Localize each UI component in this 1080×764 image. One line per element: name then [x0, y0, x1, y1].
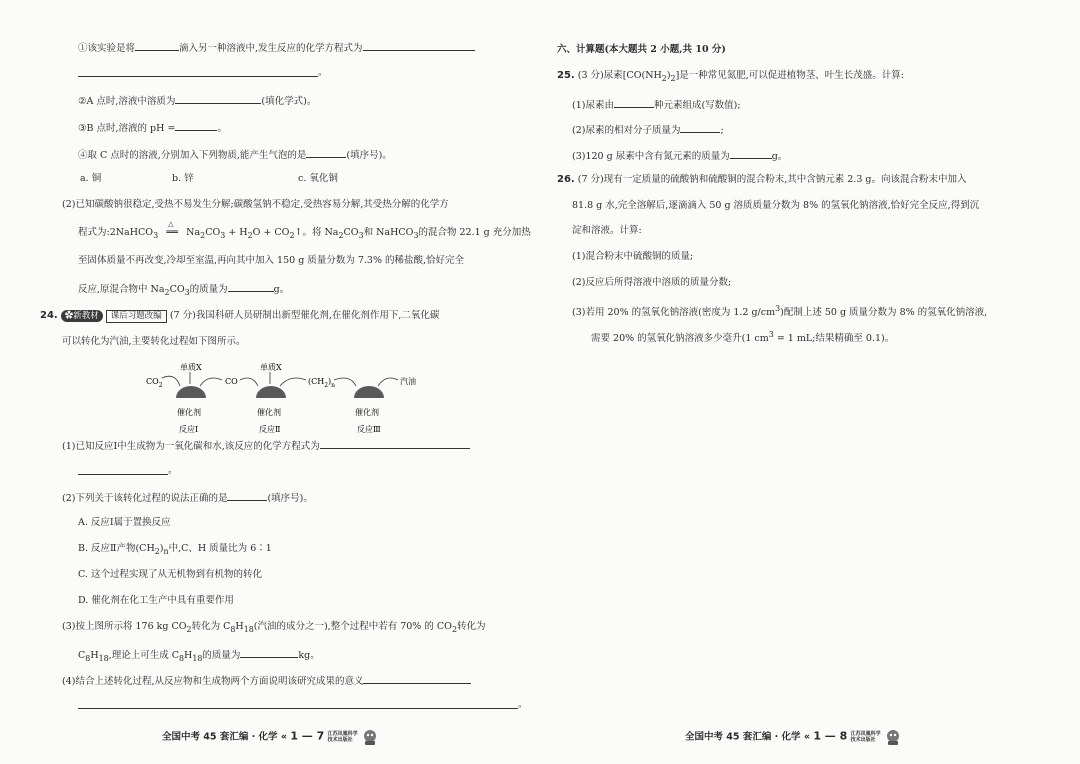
arrow-co2-in	[162, 376, 180, 386]
conversion-diagram	[140, 360, 440, 440]
delta-symbol: △	[168, 220, 174, 228]
element-x-label-2: 单质X	[260, 363, 282, 372]
sub: 3	[184, 287, 190, 297]
left-footer-title: 全国中考 45 套汇编 · 化学 «	[162, 731, 288, 743]
publisher-line1: 江苏凤凰科学	[850, 731, 881, 737]
sub: 8	[230, 624, 236, 634]
text: 的质量为	[189, 284, 228, 295]
mascot-icon	[884, 728, 902, 746]
sub: 2	[164, 287, 170, 297]
q23-part3-text-b: 。	[217, 123, 227, 134]
text: H	[90, 650, 99, 661]
text: CO	[169, 284, 185, 295]
q26-part1: (1)混合粉末中硫酸铜的质量;	[572, 251, 694, 262]
arrow-oil-out	[378, 378, 398, 386]
text: H	[235, 621, 244, 632]
text: = 1 mL;结果精确至 0.1)。	[773, 333, 895, 345]
text: g。	[771, 151, 788, 162]
option-c-copper-oxide: c. 氧化铜	[298, 173, 338, 184]
publisher-line1: 江苏凤凰科学	[327, 731, 358, 737]
eq-text: + H	[225, 227, 248, 238]
text: 转化为	[456, 621, 486, 632]
q24-option-d: D. 催化剂在化工生产中具有重要作用	[78, 595, 234, 606]
sup: 3	[775, 304, 781, 313]
q24-part2-line	[62, 490, 313, 505]
sub: 2	[670, 73, 676, 83]
mascot-icon	[361, 728, 379, 746]
text: )	[159, 543, 164, 554]
publisher-line2: 技术出版社	[327, 737, 353, 743]
q24-blank-significance-cont[interactable]	[78, 708, 518, 709]
sub: 2	[247, 230, 253, 240]
q23-blank-reagent[interactable]	[135, 40, 179, 51]
q25-blank-elements[interactable]	[614, 97, 654, 108]
q23-part4-line	[78, 147, 392, 162]
heat-arrow: △ ══	[166, 220, 178, 238]
eq-text: 程式为:2NaHCO	[78, 227, 154, 238]
adapted-exercise-tag: 课后习题改编	[106, 310, 167, 323]
q25-part2-line	[572, 122, 724, 137]
sup: 3	[768, 330, 774, 339]
arrow-ch2-out	[280, 378, 306, 386]
text: )	[666, 70, 671, 81]
eq-text: O + CO	[252, 227, 290, 238]
sub: 2	[661, 73, 667, 83]
reaction-3-label: 反应Ⅲ	[357, 425, 381, 434]
q23-part4-text-a: ④取 C 点时的溶液,分别加入下列物质,能产生气泡的是	[78, 150, 307, 161]
gasoline-label: 汽油	[400, 377, 416, 386]
text: (3)若用 20% 的氢氧化钠溶液(密度为 1.2 g/cm	[572, 307, 776, 319]
sub: 2	[186, 624, 192, 634]
sub: 2	[289, 230, 295, 240]
right-page	[545, 0, 1080, 764]
q24-number: 24.	[40, 310, 58, 321]
arrow-co-in	[240, 378, 258, 386]
catalyst-dome-1	[176, 386, 206, 398]
text: ;	[720, 125, 724, 136]
right-page-number: 1 — 8	[813, 729, 848, 743]
q23-blank-equation-cont[interactable]	[78, 76, 318, 77]
sub: 2	[200, 230, 206, 240]
text: (3)按上图所示将 176 kg CO	[62, 621, 187, 632]
sub: 2	[154, 546, 160, 556]
sub: 2	[451, 624, 457, 634]
q24-part1-line	[62, 438, 470, 453]
q24-part4-line	[62, 673, 471, 688]
q26-line3: 淀和溶液。计算:	[572, 225, 642, 236]
part2-line2	[78, 220, 531, 242]
co-label: CO	[225, 377, 238, 386]
text: (7 分)现有一定质量的硫酸钠和硫酸铜的混合粉末,其中含钠元素 2.3 g。向该混合粉末中加入	[577, 174, 967, 185]
q24-blank-equation-cont[interactable]	[78, 474, 168, 475]
catalyst-label-1: 催化剂	[177, 408, 201, 417]
eq-text: ↑。将 Na	[294, 227, 339, 238]
left-footer	[162, 728, 379, 746]
q25-blank-molar-mass[interactable]	[680, 122, 720, 133]
q24-option-b	[78, 542, 272, 558]
text: 需要 20% 的氢氧化钠溶液多少毫升(1 cm	[591, 333, 769, 345]
part2-blank-mass[interactable]	[228, 281, 274, 292]
text: B. 反应Ⅱ产物(CH	[78, 543, 155, 554]
q24-part2-text-b: (填序号)。	[267, 493, 313, 504]
q23-part2-text-a: ②A 点时,溶液中溶质为	[78, 96, 176, 107]
left-publisher	[328, 731, 358, 743]
q24-blank-significance[interactable]	[363, 673, 471, 684]
eq-text: CO	[343, 227, 359, 238]
q24-header	[40, 309, 439, 323]
arrow-co-out	[200, 378, 222, 386]
option-b-zinc: b. 锌	[172, 173, 194, 184]
q23-period: 。	[318, 67, 328, 78]
sub: 3	[413, 230, 419, 240]
right-publisher	[851, 731, 881, 743]
sub: 3	[220, 230, 226, 240]
text: ]是一种常见氮肥,可以促进植物茎、叶生长茂盛。计算:	[675, 70, 905, 81]
q24-part3-line2	[78, 647, 320, 665]
q26-part3-line1	[572, 302, 987, 319]
text: C	[78, 650, 86, 661]
text: )配制上述 50 g 质量分数为 8% 的氢氧化钠溶液,	[780, 307, 988, 319]
q23-blank-equation[interactable]	[363, 40, 475, 51]
q25-part3-line	[572, 148, 787, 163]
q23-blank-ph[interactable]	[175, 120, 217, 131]
q25-blank-nitrogen-mass[interactable]	[730, 148, 772, 159]
q23-part1-line	[78, 40, 475, 55]
ch2n-label: $(CH_2)_n$	[308, 377, 336, 389]
q25-part1-line	[572, 97, 741, 112]
option-a-copper: a. 铜	[80, 173, 102, 184]
part2-line3: 至固体质量不再改变,冷却至室温,再向其中加入 150 g 质量分数为 7.3% 的稀盐酸,恰好完全	[78, 255, 465, 266]
q23-part2-line	[78, 93, 316, 108]
text: 的质量为	[202, 650, 241, 661]
text: g。	[273, 284, 290, 295]
part2-line1: (2)已知碳酸钠很稳定,受热不易发生分解;碳酸氢钠不稳定,受热容易分解,其受热分解的化学方	[62, 199, 449, 210]
left-page-number: 1 — 7	[290, 729, 325, 743]
sub: 3	[358, 230, 364, 240]
sub: n	[163, 546, 169, 556]
q26-part2: (2)反应后所得溶液中溶质的质量分数;	[572, 277, 732, 288]
eq-text: 的混合物 22.1 g 充分加热	[418, 227, 531, 238]
eq-text: Na	[186, 227, 201, 238]
q24-blank-mass[interactable]	[240, 647, 298, 658]
q23-blank-bubbles[interactable]	[306, 147, 346, 158]
text: 反应,原混合物中 Na	[78, 284, 165, 295]
q24-part1-period: 。	[168, 465, 178, 476]
q26-part3-line2	[591, 328, 894, 345]
text: 中,C、H 质量比为 6∶1	[168, 543, 272, 554]
catalyst-label-3: 催化剂	[355, 408, 379, 417]
text: ,理论上可生成 C	[108, 650, 179, 661]
q24-part2-text-a: (2)下列关于该转化过程的说法正确的是	[62, 493, 228, 504]
catalyst-dome-3	[354, 386, 384, 398]
q23-blank-solute[interactable]	[175, 93, 261, 104]
sub: 18	[243, 624, 254, 634]
arrow-ch2-in	[334, 378, 356, 386]
q24-part4-period: 。	[518, 699, 528, 710]
text: 种元素组成(写数值);	[653, 100, 741, 111]
eq-text: 和 NaHCO	[363, 227, 414, 238]
q26-number: 26.	[557, 174, 575, 185]
q24-part1-text: (1)已知反应Ⅰ中生成物为一氧化碳和水,该反应的化学方程式为	[62, 441, 320, 452]
element-x-label-1: 单质X	[180, 363, 202, 372]
q24-line1: (7 分)我国科研人员研制出新型催化剂,在催化剂作用下,二氧化碳	[169, 310, 440, 321]
text: (汽油的成分之一),整个过程中若有 70% 的 CO	[253, 621, 452, 632]
q24-part4-text: (4)结合上述转化过程,从反应物和生成物两个方面说明该研究成果的意义	[62, 676, 364, 687]
text: kg。	[298, 650, 320, 661]
text: 转化为 C	[191, 621, 231, 632]
text: (3 分)尿素[CO(NH	[577, 70, 662, 81]
catalyst-dome-2	[256, 386, 286, 398]
q24-option-a: A. 反应Ⅰ属于置换反应	[78, 517, 171, 528]
right-footer-title: 全国中考 45 套汇编 · 化学 «	[685, 731, 811, 743]
q24-blank-choice[interactable]	[227, 490, 267, 501]
sub: 18	[98, 653, 109, 663]
reaction-1-label: 反应Ⅰ	[179, 425, 199, 434]
sub: 18	[192, 653, 203, 663]
q23-part1-text-b: 滴入另一种溶液中,发生反应的化学方程式为	[179, 43, 363, 54]
q25-number: 25.	[557, 70, 575, 81]
q23-part4-text-b: (填序号)。	[346, 150, 392, 161]
catalyst-label-2: 催化剂	[257, 408, 281, 417]
right-footer	[685, 728, 902, 746]
part2-line4	[78, 281, 289, 299]
section-6-title: 六、计算题(本大题共 2 小题,共 10 分)	[557, 44, 726, 55]
q24-blank-equation[interactable]	[320, 438, 470, 449]
sub: 2	[338, 230, 344, 240]
q26-line2: 81.8 g 水,完全溶解后,逐滴滴入 50 g 溶质质量分数为 8% 的氢氧化钠溶液,恰好完全反应,得到沉	[572, 200, 980, 211]
text: (1)尿素由	[572, 100, 614, 111]
q25-header	[557, 69, 904, 85]
eq-text: CO	[205, 227, 221, 238]
new-textbook-tag: ✿新教材	[61, 310, 103, 322]
q23-part2-text-b: (填化学式)。	[261, 96, 317, 107]
q23-part3-text-a: ③B 点时,溶液的 pH =	[78, 123, 176, 134]
q23-part1-text-a: ①该实验是将	[78, 43, 136, 54]
sub: 8	[85, 653, 91, 663]
q24-part3-line1	[62, 620, 485, 636]
text: (3)120 g 尿素中含有氮元素的质量为	[572, 151, 730, 162]
q24-line2: 可以转化为汽油,主要转化过程如下图所示。	[62, 336, 246, 347]
co2-label: $CO_2$	[146, 377, 163, 389]
sub: 3	[153, 230, 159, 240]
text: (2)尿素的相对分子质量为	[572, 125, 681, 136]
publisher-line2: 技术出版社	[850, 737, 876, 743]
q23-part3-line	[78, 120, 227, 135]
q24-option-c: C. 这个过程实现了从无机物到有机物的转化	[78, 569, 262, 580]
q26-line1	[557, 173, 966, 186]
text: H	[184, 650, 193, 661]
sub: 8	[178, 653, 185, 663]
reaction-2-label: 反应Ⅱ	[259, 425, 281, 434]
